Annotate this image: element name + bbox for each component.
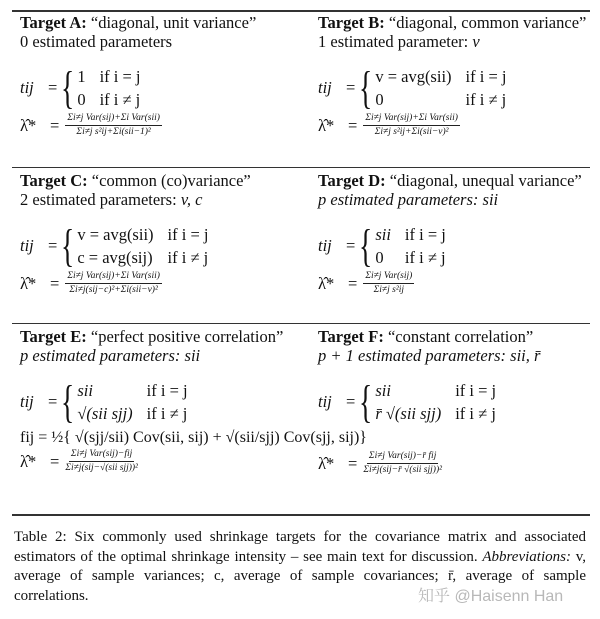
target-a-lambda: λ̂* = $\frac{\text{Σi≠j Var(sij)+Σi Var(sii)}}{\text{Σi≠j s²ij+Σi(sii−1)²}}$ (20, 113, 160, 137)
target-c-tij: tij = { v = avg(sii) if i = j c = avg(sij) if i ≠ j (20, 220, 209, 271)
target-c-title: Target C: “common (co)variance” (20, 171, 251, 190)
target-e-tij: tij = { sii if i = j √(sii sjj) if i ≠ j (20, 376, 188, 427)
target-b-title: Target B: “diagonal, common variance” (318, 13, 587, 32)
target-e-title: Target E: “perfect positive correlation” (20, 327, 284, 346)
target-c-params: 2 estimated parameters: v, c (20, 190, 203, 209)
target-b-params: 1 estimated parameter: v (318, 32, 480, 51)
row-divider-1 (12, 167, 590, 168)
target-d-params: p estimated parameters: sii (318, 190, 499, 209)
target-e-lambda: λ̂* = $\frac{\text{Σi≠j Var(sij)−fij}}{\text{Σi≠j(sij−√(sii sjj))²}}$ (20, 449, 138, 473)
target-f-title: Target F: “constant correlation” (318, 327, 534, 346)
target-a-params: 0 estimated parameters (20, 32, 173, 51)
target-c-lambda: λ̂* = $\frac{\text{Σi≠j Var(sij)+Σi Var(sii)}}{\text{Σi≠j(sij−c)²+Σi(sii−v)²}}$ (20, 271, 160, 295)
target-e-cell (20, 327, 367, 474)
row-divider-2 (12, 323, 590, 324)
target-b-cell (318, 13, 600, 138)
target-a-title: Target A: “diagonal, unit variance” (20, 13, 257, 32)
table-bottom-rule (12, 514, 590, 516)
watermark: 知乎 @Haisenn Han (418, 588, 564, 605)
target-f-lambda: λ̂* = $\frac{\text{Σi≠j Var(sij)−r̄ fij}}{\text{Σi≠j(sij−r̄ √(sii sjj))²}}$ (318, 451, 442, 475)
target-d-title: Target D: “diagonal, unequal variance” (318, 171, 582, 190)
target-d-tij: tij = { sii if i = j 0 if i ≠ j (318, 220, 446, 271)
target-f-params: p + 1 estimated parameters: sii, r̄ (318, 346, 541, 365)
table-top-rule (12, 10, 590, 12)
target-d-cell (318, 171, 600, 296)
target-f-tij: tij = { sii if i = j r̄ √(sii sjj) if i ≠ j (318, 376, 497, 427)
target-b-lambda: λ̂* = $\frac{\text{Σi≠j Var(sij)+Σi Var(sii)}}{\text{Σi≠j s²ij+Σi(sii−v)²}}$ (318, 113, 458, 137)
target-d-lambda: λ̂* = $\frac{\text{Σi≠j Var(sij)}}{\text{Σi≠j s²ij}}$ (318, 271, 413, 295)
target-e-params: p estimated parameters: sii (20, 346, 201, 365)
target-a-cell (20, 13, 305, 138)
target-b-tij: tij = { v = avg(sii) if i = j 0 if i ≠ j (318, 62, 507, 113)
target-f-cell (318, 327, 600, 476)
target-c-cell (20, 171, 305, 296)
table-caption: Table 2: Six commonly used shrinkage targets for the covariance matrix and associated estimators of the optimal shrinkage intensity – see main text for discussion. Abbreviations: v, average of sample variances; c, average of sample covariances; r̄, average of sample correlations. (14, 529, 586, 604)
target-a-tij: tij = { 1 if i = j 0 if i ≠ j (20, 62, 141, 113)
target-e-fij: fij = ½{ √(sjj/sii) Cov(sii, sij) + √(sii/sjj) Cov(sjj, sij)} (20, 429, 367, 446)
